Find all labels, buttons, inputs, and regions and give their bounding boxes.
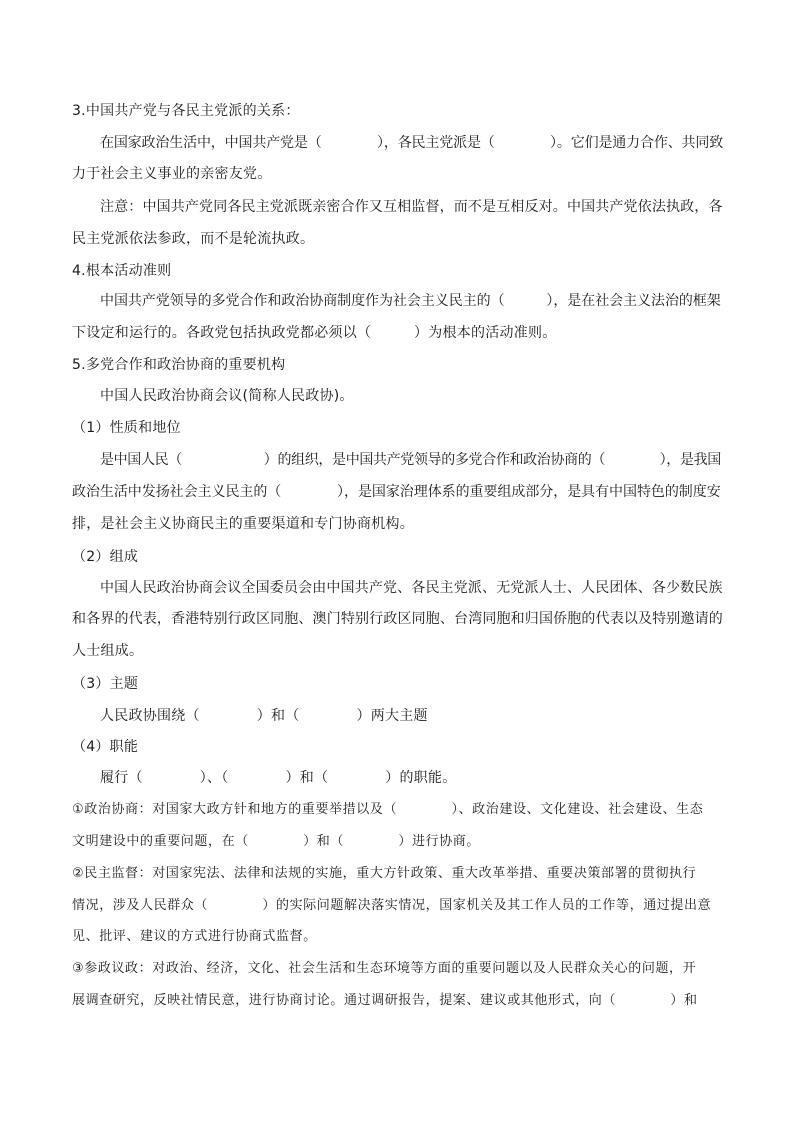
paragraph-line: 是中国人民（ ）的组织，是中国共产党领导的多党合作和政治协商的（ ），是我国 — [100, 452, 721, 468]
heading-5-institution: 5.多党合作和政治协商的重要机构 — [72, 357, 286, 373]
paragraph-line: 中国共产党领导的多党合作和政治协商制度作为社会主义民主的（ ），是在社会主义法治的框架 — [100, 293, 721, 309]
paragraph-line: 下设定和运行的。各政党包括执政党都必须以（ ）为根本的活动准则。 — [72, 325, 557, 341]
paragraph-line: 展调查研究，反映社情民意，进行协商讨论。通过调研报告，提案、建议或其他形式，向（ ）和 — [72, 993, 698, 1008]
heading-3-party-relations: 3.中国共产党与各民主党派的关系： — [72, 103, 300, 119]
heading-4-activity-rules: 4.根本活动准则 — [72, 263, 172, 279]
paragraph-line: 文明建设中的重要问题，在（ ）和（ ）进行协商。 — [72, 834, 481, 849]
paragraph-line: 排，是社会主义协商民主的重要渠道和专门协商机构。 — [72, 516, 414, 532]
paragraph-line: 政治生活中发扬社会主义民主的（ ），是国家治理体系的重要组成部分，是具有中国特色的制度安 — [72, 484, 721, 500]
paragraph-line: 和各界的代表，香港特别行政区同胞、澳门特别行政区同胞、台湾同胞和归国侨胞的代表以及特别邀请的 — [72, 611, 723, 627]
subheading-nature-status: （1）性质和地位 — [72, 420, 181, 436]
paragraph-line: 在国家政治生活中，中国共产党是（ ），各民主党派是（ ）。它们是通力合作、共同致 — [100, 135, 724, 151]
function-political-consultation: ①政治协商：对国家大政方针和地方的重要举措以及（ ）、政治建设、文化建设、社会建设、生态 — [72, 802, 704, 817]
paragraph-line: 力于社会主义事业的亲密友党。 — [72, 166, 272, 182]
subheading-themes: （3）主题 — [72, 676, 139, 692]
subheading-composition: （2）组成 — [72, 549, 139, 565]
subheading-functions: （4）职能 — [72, 739, 139, 755]
paragraph-line: 人士组成。 — [72, 643, 144, 659]
paragraph-line: 中国人民政治协商会议全国委员会由中国共产党、各民主党派、无党派人士、人民团体、各少数民族 — [100, 580, 723, 596]
paragraph-line: 中国人民政治协商会议(简称人民政协)。 — [100, 388, 354, 404]
paragraph-line: 情况，涉及人民群众（ ）的实际问题解决落实情况，国家机关及其工作人员的工作等，通过提出意 — [72, 898, 712, 913]
paragraph-line: 履行（ ）、（ ）和（ ）的职能。 — [100, 770, 457, 786]
paragraph-line: 注意：中国共产党同各民主党派既亲密合作又互相监督，而不是互相反对。中国共产党依法执政，各 — [100, 199, 723, 215]
paragraph-line: 人民政协围绕（ ）和（ ）两大主题 — [100, 708, 428, 724]
paragraph-line: 民主党派依法参政，而不是轮流执政。 — [72, 231, 315, 247]
function-democratic-supervision: ②民主监督：对国家宪法、法律和法规的实施，重大方针政策、重大改革举措、重要决策部署的贯彻执行 — [72, 866, 697, 881]
paragraph-line: 见、批评、建议的方式进行协商式监督。 — [72, 929, 317, 944]
function-participation: ③参政议政：对政治、经济，文化、社会生活和生态环境等方面的重要问题以及人民群众关心的问题，开 — [72, 961, 697, 976]
